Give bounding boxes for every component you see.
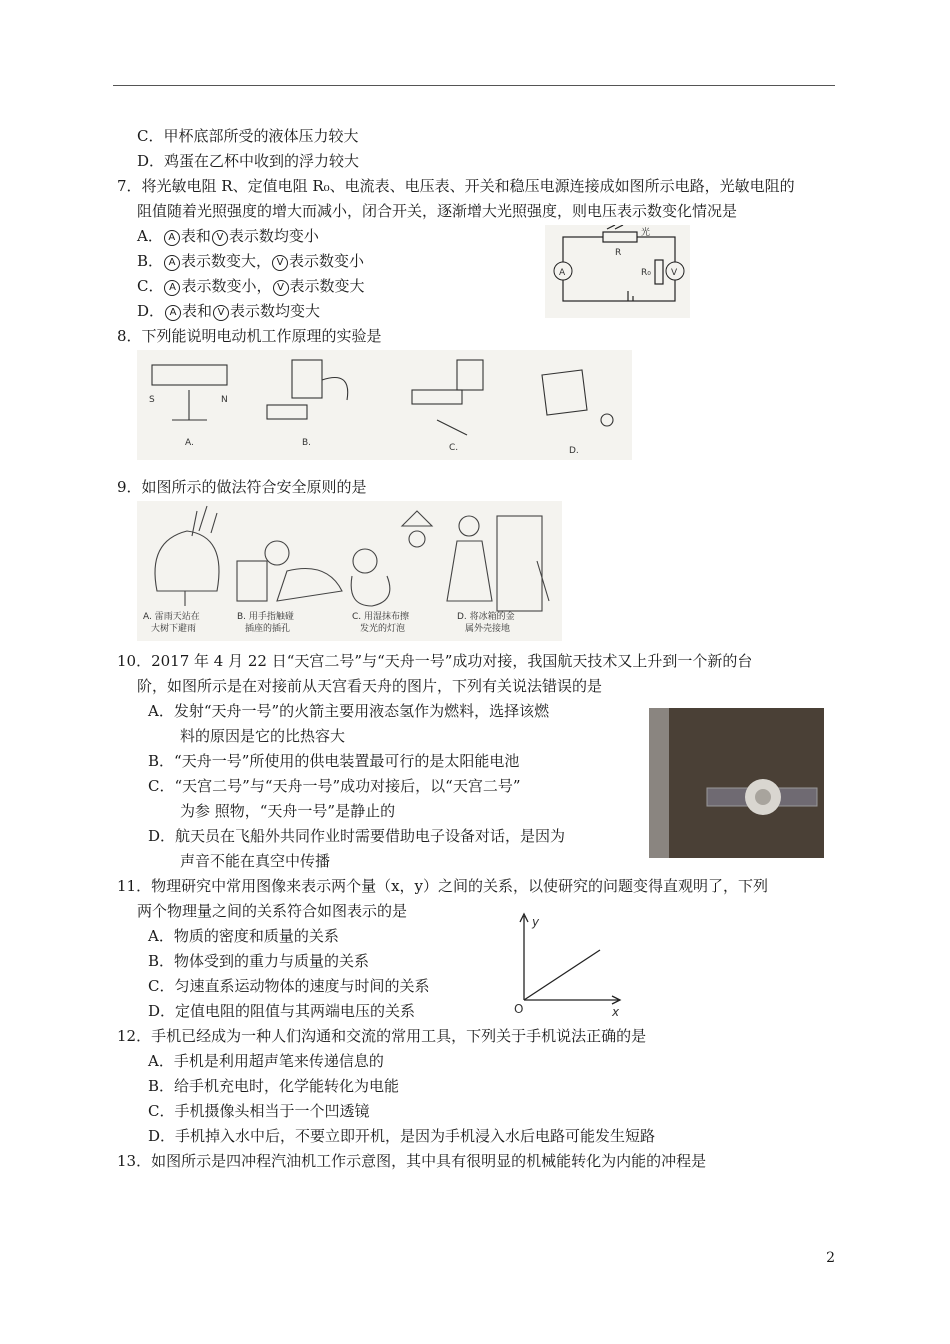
q7-option-a: A． A 表和 V 表示数均变小 bbox=[137, 227, 319, 245]
light-label: 光 bbox=[641, 228, 651, 238]
q9-caption-d-line2: 属外壳接地 bbox=[465, 624, 511, 634]
q9-caption-c-line2: 发光的灯泡 bbox=[360, 624, 406, 634]
header-rule bbox=[113, 85, 835, 86]
q11-option-c: C．匀速直系运动物体的速度与时间的关系 bbox=[148, 977, 430, 995]
q10-option-c-line1: C．“天宫二号”与“天舟一号”成功对接后，以“天宫二号” bbox=[148, 777, 521, 795]
q8-label-a: A. bbox=[185, 438, 194, 448]
resistor-r0-label: R₀ bbox=[641, 268, 651, 278]
q9-caption-b-line2: 插座的插孔 bbox=[245, 624, 291, 634]
q9-stem: 9．如图所示的做法符合安全原则的是 bbox=[117, 478, 367, 496]
ammeter-icon: A bbox=[165, 305, 181, 321]
voltmeter-icon: V bbox=[213, 305, 229, 321]
q10-option-a-line2: 料的原因是它的比热容大 bbox=[180, 727, 346, 745]
q7-option-b: B． A 表示数变大， V 表示数变小 bbox=[137, 252, 365, 270]
q8-experiments-figure bbox=[137, 350, 632, 460]
q10-spacecraft-photo bbox=[649, 708, 824, 858]
q12-option-c: C．手机摄像头相当于一个凹透镜 bbox=[148, 1102, 370, 1120]
q12-option-a: A．手机是利用超声笔来传递信息的 bbox=[148, 1052, 384, 1070]
q10-stem-line2: 阶，如图所示是在对接前从天宫看天舟的图片，下列有关说法错误的是 bbox=[137, 677, 603, 695]
page-number: 2 bbox=[826, 1250, 835, 1266]
q12-option-b: B．给手机充电时，化学能转化为电能 bbox=[148, 1077, 400, 1095]
q8-stem: 8．下列能说明电动机工作原理的实验是 bbox=[117, 327, 382, 345]
q11-origin: O bbox=[514, 1002, 524, 1016]
q7-option-c: C． A 表示数变小， V 表示数变大 bbox=[137, 277, 365, 295]
q7-option-d: D． A 表和 V 表示数均变大 bbox=[137, 302, 321, 320]
q11-stem-line2: 两个物理量之间的关系符合如图表示的是 bbox=[137, 902, 408, 920]
q7-circuit-figure bbox=[545, 225, 690, 318]
ammeter-icon: A bbox=[164, 280, 180, 296]
q11-stem-line1: 11．物理研究中常用图像来表示两个量（x，y）之间的关系，以使研究的问题变得直观明了，下列 bbox=[117, 877, 769, 895]
voltmeter-icon: V bbox=[272, 255, 288, 271]
q11-linear-graph bbox=[510, 910, 625, 1018]
voltmeter-label: V bbox=[671, 268, 678, 278]
q9-caption-a-line1: A. 雷雨天站在 bbox=[143, 612, 200, 622]
q9-caption-d-line1: D. 将冰箱的金 bbox=[457, 612, 515, 622]
resistor-r-label: R bbox=[615, 248, 622, 258]
ammeter-icon: A bbox=[164, 255, 180, 271]
q10-option-b: B．“天舟一号”所使用的供电装置最可行的是太阳能电池 bbox=[148, 752, 520, 770]
q7-stem-line2: 阻值随着光照强度的增大而减小，闭合开关，逐渐增大光照强度，则电压表示数变化情况是 bbox=[137, 202, 738, 220]
q9-safety-figure bbox=[137, 501, 562, 641]
voltmeter-icon: V bbox=[212, 230, 228, 246]
q6-option-c: C．甲杯底部所受的液体压力较大 bbox=[137, 127, 359, 145]
q7-stem-line1: 7．将光敏电阻 R、定值电阻 R₀、电流表、电压表、开关和稳压电源连接成如图所示电路，光敏电阻的 bbox=[117, 177, 795, 195]
q9-caption-c-line1: C. 用湿抹布擦 bbox=[352, 612, 410, 622]
voltmeter-icon: V bbox=[273, 280, 289, 296]
q12-stem: 12．手机已经成为一种人们沟通和交流的常用工具，下列关于手机说法正确的是 bbox=[117, 1027, 647, 1045]
q8-label-d: D. bbox=[569, 446, 579, 456]
q10-option-a-line1: A．发射“天舟一号”的火箭主要用液态氢作为燃料，选择该燃 bbox=[148, 702, 550, 720]
ammeter-icon: A bbox=[164, 230, 180, 246]
q9-caption-b-line1: B. 用手指触碰 bbox=[237, 612, 294, 622]
q8-label-c: C. bbox=[449, 443, 459, 453]
q12-option-d: D．手机掉入水中后，不要立即开机，是因为手机浸入水后电路可能发生短路 bbox=[148, 1127, 656, 1145]
q6-option-d: D．鸡蛋在乙杯中收到的浮力较大 bbox=[137, 152, 360, 170]
q10-option-d-line2: 声音不能在真空中传播 bbox=[180, 852, 331, 870]
q11-axis-y: y bbox=[532, 915, 540, 929]
q11-option-b: B．物体受到的重力与质量的关系 bbox=[148, 952, 370, 970]
q11-option-a: A．物质的密度和质量的关系 bbox=[148, 927, 339, 945]
q11-option-d: D．定值电阻的阻值与其两端电压的关系 bbox=[148, 1002, 416, 1020]
q8-label-b: B. bbox=[302, 438, 312, 448]
q13-stem: 13．如图所示是四冲程汽油机工作示意图，其中具有很明显的机械能转化为内能的冲程是 bbox=[117, 1152, 707, 1170]
q8-fig-s: S bbox=[149, 395, 155, 405]
q11-axis-x: x bbox=[612, 1005, 620, 1018]
q10-option-d-line1: D．航天员在飞船外共同作业时需要借助电子设备对话，是因为 bbox=[148, 827, 566, 845]
q10-option-c-line2: 为参 照物，“天舟一号”是静止的 bbox=[180, 802, 396, 820]
q9-caption-a-line2: 大树下避雨 bbox=[151, 624, 197, 634]
ammeter-label: A bbox=[559, 268, 566, 278]
q10-stem-line1: 10．2017 年 4 月 22 日“天宫二号”与“天舟一号”成功对接，我国航天技术又上升到一个新的台 bbox=[117, 652, 753, 670]
q8-fig-n: N bbox=[221, 395, 228, 405]
